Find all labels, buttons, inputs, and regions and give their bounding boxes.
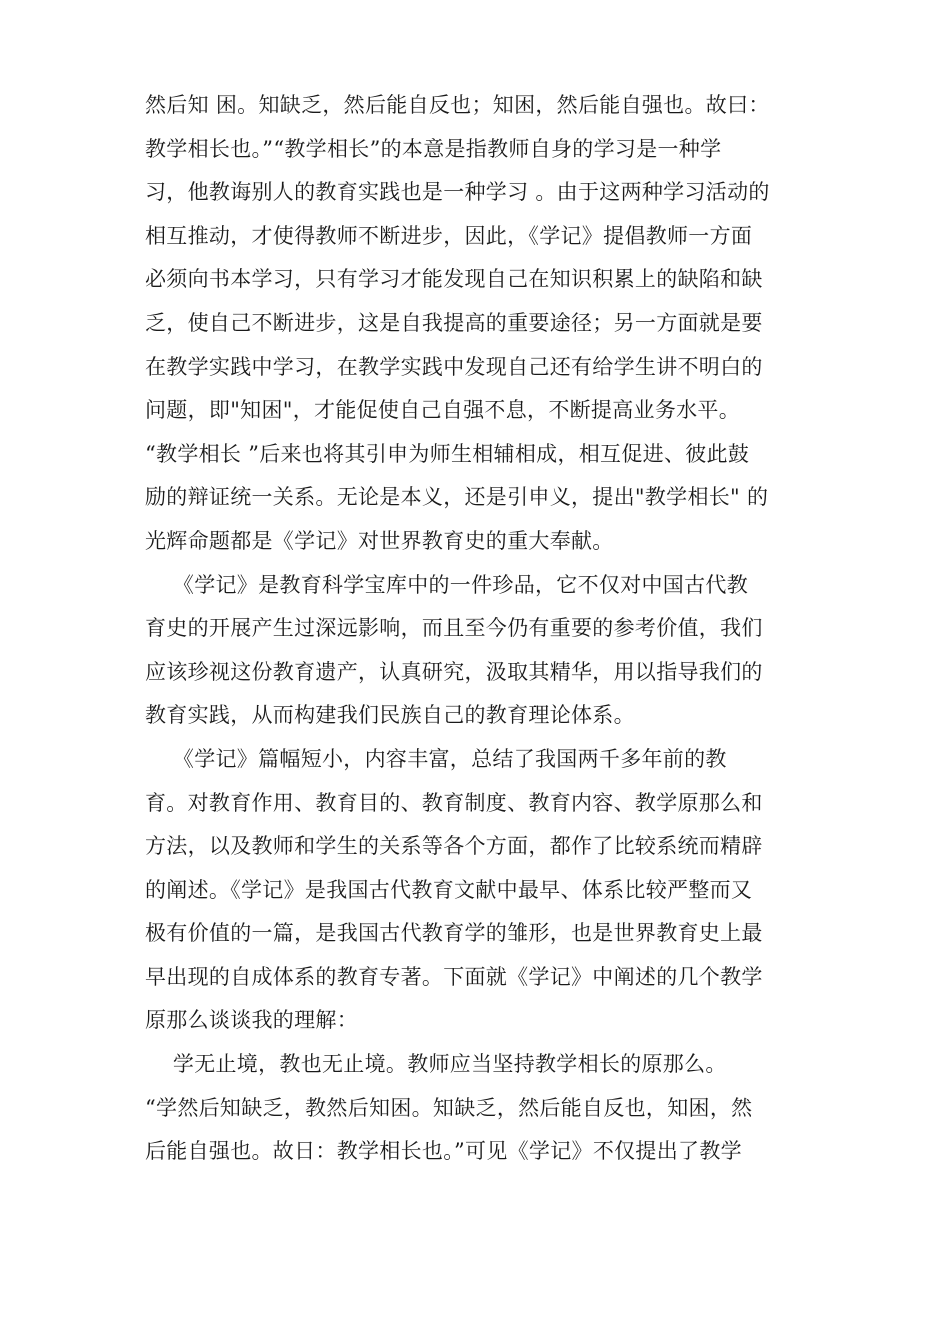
text-line: 问题，即"知困"，才能促使自己自强不息，不断提高业务水平。 [145, 398, 741, 423]
paragraph-start-line: 学无止境，教也无止境。教师应当坚持教学相长的原那么。 [145, 1052, 727, 1077]
text-line: 应该珍视这份教育遗产，认真研究，汲取其精华，用以指导我们的 [145, 659, 763, 684]
text-line: 光辉命题都是《学记》对世界教育史的重大奉献。 [145, 528, 614, 553]
body-text [145, 84, 815, 1174]
text-line: 育史的开展产生过深远影响，而且至今仍有重要的参考价值，我们 [145, 616, 763, 641]
text-line: 然后知 困。知缺乏，然后能自反也；知困，然后能自强也。故曰： [145, 93, 770, 117]
text-line: 育。对教育作用、教育目的、教育制度、教育内容、教学原那么和 [145, 790, 763, 815]
text-line: “教学相长 ”后来也将其引申为师生相辅相成，相互促进、彼此鼓 [145, 441, 750, 466]
text-line: 励的辩证统一关系。无论是本义，还是引申义，提出"教学相长" 的 [145, 485, 769, 510]
paragraph-start-line: 《学记》篇幅短小，内容丰富，总结了我国两千多年前的教 [145, 746, 727, 771]
text-line: 方法，以及教师和学生的关系等各个方面，都作了比较系统而精辟 [145, 834, 763, 859]
text-line: 的阐述。《学记》是我国古代教育文献中最早、体系比较严整而又 [145, 877, 753, 902]
text-line: 极有价值的一篇，是我国古代教育学的雏形，也是世界教育史上最 [145, 921, 763, 946]
text-line: 相互推动，才使得教师不断进步，因此，《学记》提倡教师一方面 [145, 223, 753, 248]
text-line: “学然后知缺乏，教然后知困。知缺乏，然后能自反也，知困，然 [145, 1095, 753, 1120]
paragraph-start-line: 《学记》是教育科学宝库中的一件珍品，它不仅对中国古代教 [145, 572, 748, 597]
text-line: 早出现的自成体系的教育专著。下面就《学记》中阐述的几个教学 [145, 964, 763, 989]
text-line: 在教学实践中学习，在教学实践中发现自己还有给学生讲不明白的 [145, 354, 763, 379]
text-line: 后能自强也。故日：教学相长也。”可见《学记》不仅提出了教学 [145, 1139, 742, 1164]
text-line: 原那么谈谈我的理解： [145, 1008, 358, 1033]
text-line: 乏，使自己不断进步，这是自我提高的重要途径；另一方面就是要 [145, 310, 763, 335]
text-line: 教育实践，从而构建我们民族自己的教育理论体系。 [145, 703, 635, 728]
text-line: 习，他教诲别人的教育实践也是一种学习 。由于这两种学习活动的 [145, 180, 770, 205]
text-line: 必须向书本学习，只有学习才能发现自己在知识积累上的缺陷和缺 [145, 267, 763, 292]
text-line: 教学相长也。”“教学相长”的本意是指教师自身的学习是一种学 [145, 136, 722, 161]
